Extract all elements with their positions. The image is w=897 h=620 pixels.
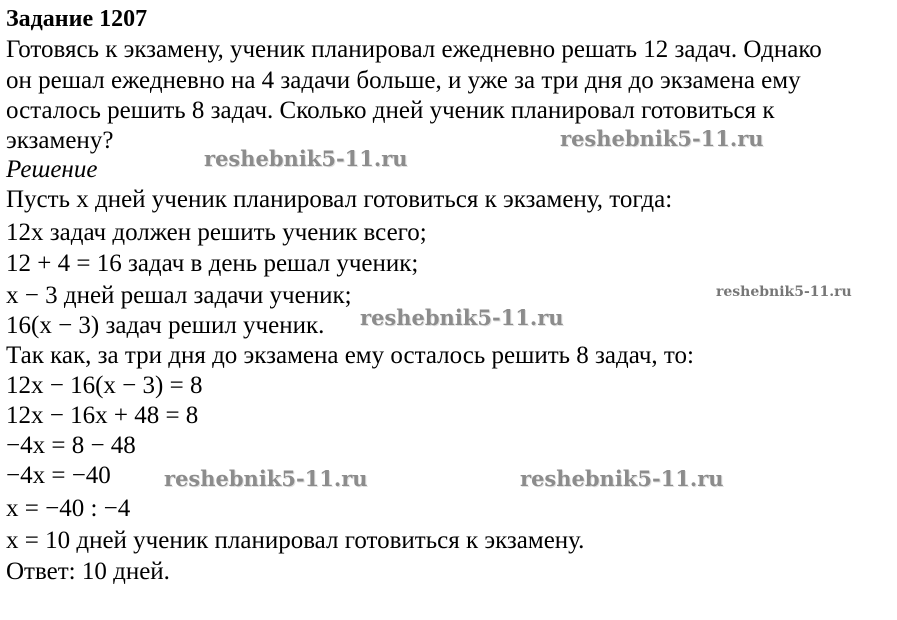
- task-title: Задание 1207: [6, 6, 148, 32]
- problem-line-1: Готовясь к экзамену, ученик планировал ежедневно решать 12 задач. Однако: [6, 36, 822, 63]
- problem-line-2: он решал ежедневно на 4 задачи больше, и уже за три дня до экзамена ему: [6, 67, 801, 94]
- solution-heading: Решение: [6, 156, 98, 183]
- solution-line-6: Так как, за три дня до экзамена ему осталось решить 8 задач, то:: [6, 342, 694, 369]
- solution-line-9: −4x = 8 − 48: [6, 432, 136, 459]
- watermark: reshebnik5-11.ru: [360, 305, 564, 330]
- watermark: reshebnik5-11.ru: [204, 146, 408, 171]
- solution-line-3: 12 + 4 = 16 задач в день решал ученик;: [6, 250, 419, 277]
- solution-line-4: x − 3 дней решал задачи ученик;: [6, 282, 352, 309]
- problem-line-4: экзамену?: [6, 127, 114, 154]
- solution-line-2: 12x задач должен решить ученик всего;: [6, 219, 427, 246]
- solution-line-7: 12x − 16(x − 3) = 8: [6, 372, 203, 399]
- solution-line-12: x = 10 дней ученик планировал готовиться к экзамену.: [6, 527, 585, 554]
- solution-line-10: −4x = −40: [6, 462, 111, 489]
- watermark: reshebnik5-11.ru: [520, 466, 724, 491]
- solution-line-11: x = −40 : −4: [6, 495, 131, 522]
- solution-line-1: Пусть x дней ученик планировал готовиться к экзамену, тогда:: [6, 186, 673, 213]
- solution-line-5: 16(x − 3) задач решил ученик.: [6, 312, 325, 339]
- problem-line-3: осталось решить 8 задач. Сколько дней ученик планировал готовиться к: [6, 97, 775, 124]
- watermark: reshebnik5-11.ru: [164, 466, 368, 491]
- solution-line-8: 12x − 16x + 48 = 8: [6, 402, 199, 429]
- watermark: reshebnik5-11.ru: [560, 126, 764, 151]
- solution-line-13: Ответ: 10 дней.: [6, 558, 170, 585]
- watermark: reshebnik5-11.ru: [716, 284, 852, 300]
